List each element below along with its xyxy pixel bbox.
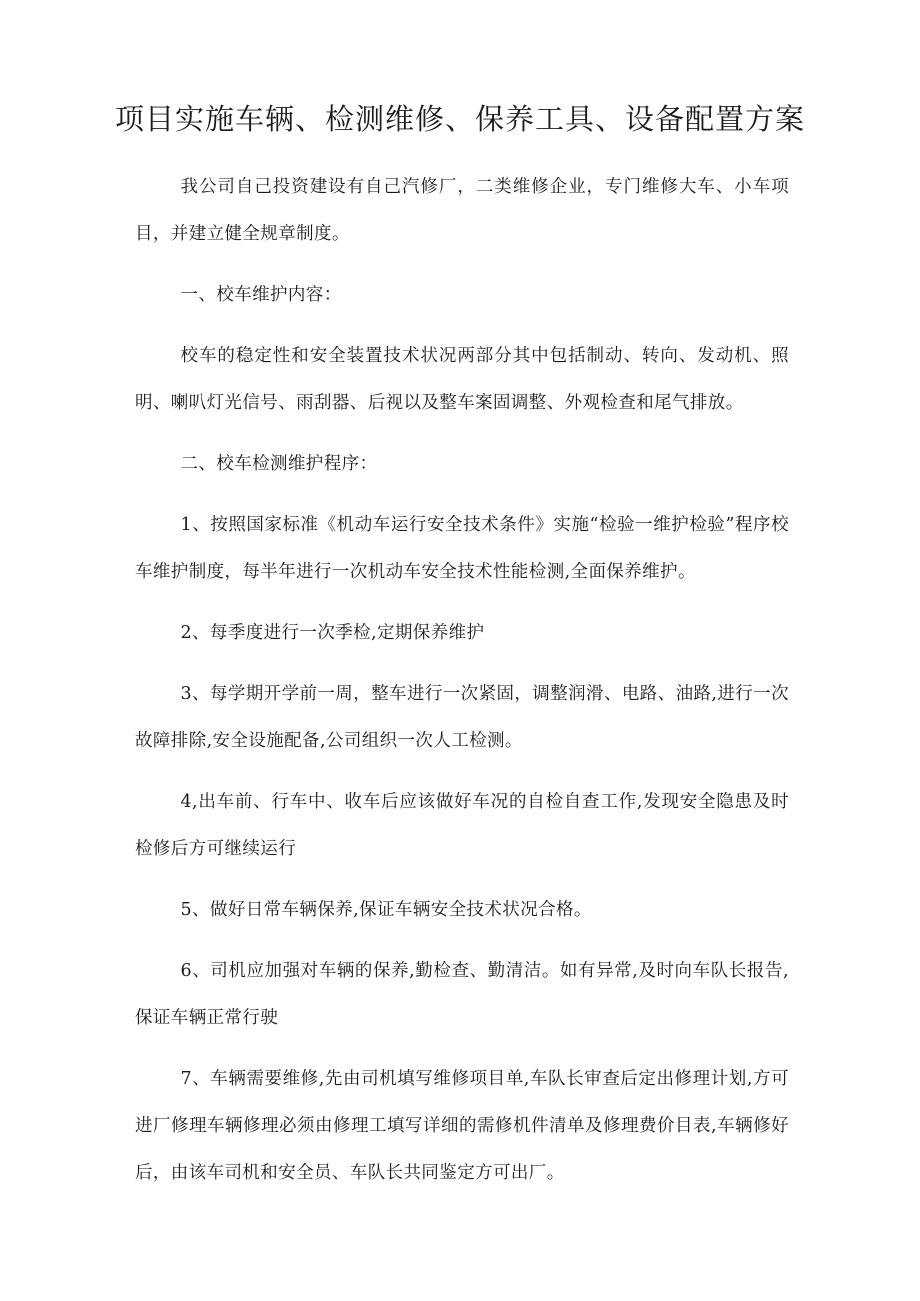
paragraph-item-2: 2、每季度进行一次季检,定期保养维护 <box>180 623 485 643</box>
section-heading-1: 一、校车维护内容： <box>180 285 342 305</box>
paragraph-item-5: 5、做好日常车辆保养,保证车辆安全技术状况合格。 <box>180 900 592 920</box>
paragraph-item-1: 1、按照国家标准《机动车运行安全技术条件》实施“检验一维护检验”程序校车维护制度，每半年进行一次机动车安全技术性能检测,全面保养维护。 <box>135 515 789 582</box>
document-body <box>135 164 789 1211</box>
paragraph-intro: 我公司自己投资建设有自己汽修厂，二类维修企业，专门维修大车、小车项目，并建立健全规章制度。 <box>135 177 789 244</box>
paragraph-item-6: 6、司机应加强对车辆的保养,勤检查、勤清洁。如有异常,及时向车队长报告,保证车辆正常行驶 <box>135 961 789 1028</box>
paragraph-item-7: 7、车辆需要维修,先由司机填写维修项目单,车队长审查后定出修理计划,方可进厂修理车辆修理必须由修理工填写详细的需修机件清单及修理费价目表,车辆修好后，由该车司机和安全员、车队长共同鉴定方可出厂。 <box>135 1069 789 1183</box>
document-title: 项目实施车辆、检测维修、保养工具、设备配置方案 <box>114 102 805 136</box>
paragraph-item-3: 3、每学期开学前一周，整车进行一次紧固，调整润滑、电路、油路,进行一次故障排除,安全设施配备,公司组织一次人工检测。 <box>135 684 789 751</box>
paragraph-maintenance-content: 校车的稳定性和安全装置技术状况两部分其中包括制动、转向、发动机、照明、喇叭灯光信号、雨刮器、后视以及整车案固调整、外观检查和尾气排放。 <box>135 346 789 413</box>
section-heading-2: 二、校车检测维护程序： <box>180 454 378 474</box>
paragraph-item-4: 4,出车前、行车中、收车后应该做好车况的自检自查工作,发现安全隐患及时检修后方可继续运行 <box>135 792 789 859</box>
